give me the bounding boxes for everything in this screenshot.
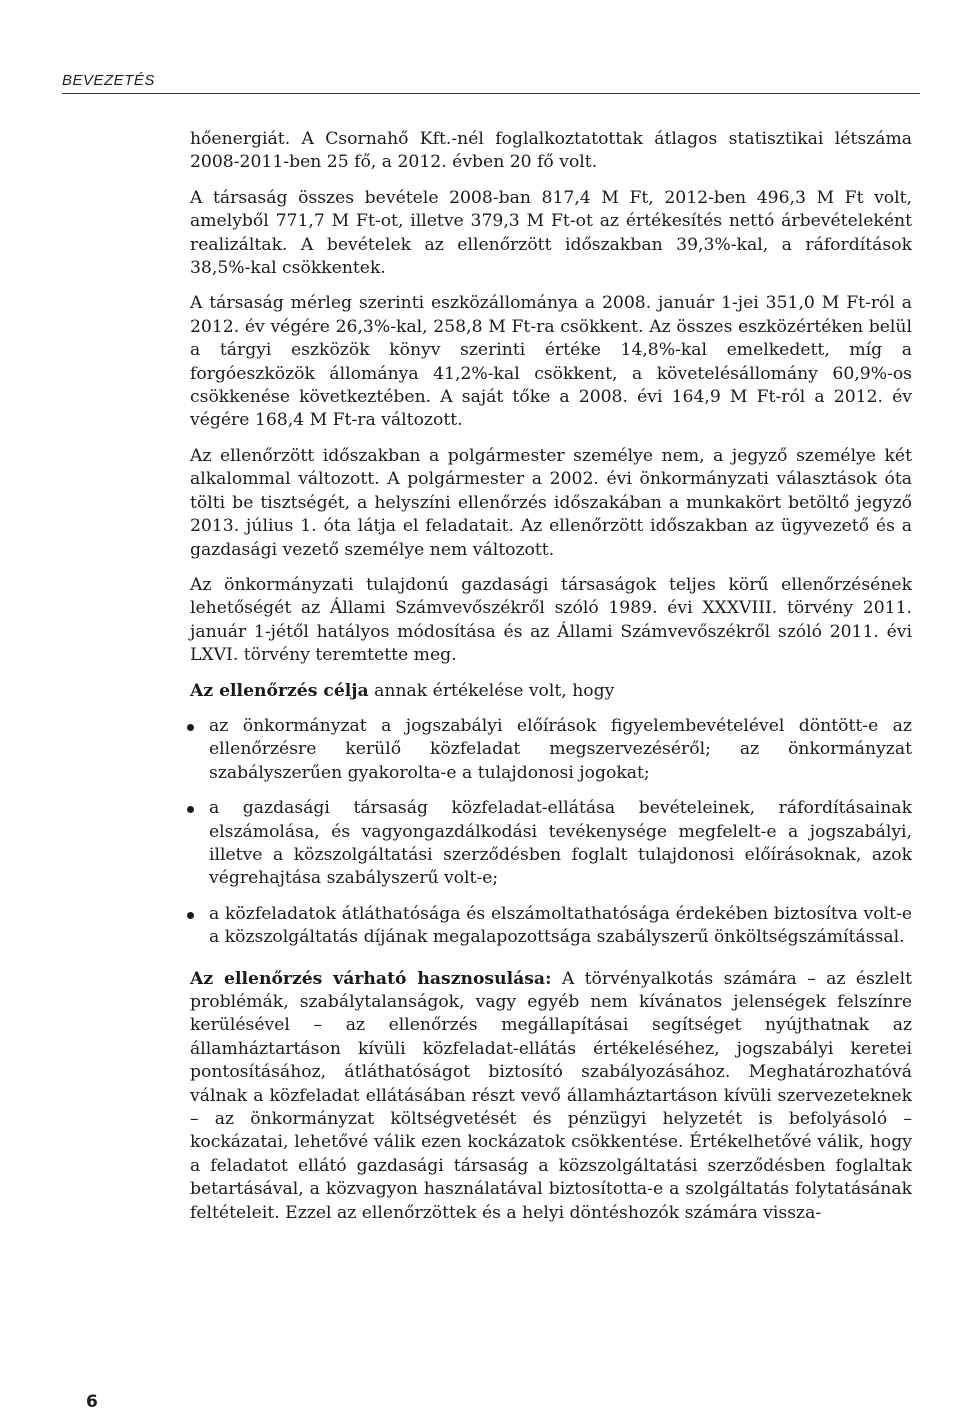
paragraph: Az ellenőrzött időszakban a polgármester személye nem, a jegyző személye két alkalommal változott. A polgármester a 2002. évi önkormányzati választások óta tölti be tisztségét, a helyszíni ellenőrzés időszakában a munkakört betöltő jegyző 2013. július 1. óta látja el feladatait. Az ellenőrzött időszakban az ügyvezető és a gazdasági vezető személye nem változott. — [190, 445, 912, 560]
paragraph: Az önkormányzati tulajdonú gazdasági társaságok teljes körű ellenőrzésének lehetőségét az Állami Számvevőszékről szóló 1989. évi XXXVIII. törvény 2011. január 1-jétől hatályos módosítása és az Állami Számvevőszékről szóló 2011. évi LXVI. törvény teremtette meg. — [190, 574, 912, 666]
bullet-icon — [187, 806, 194, 813]
utility-paragraph — [190, 968, 912, 1225]
body-text — [190, 128, 912, 1237]
goal-intro — [190, 680, 912, 703]
section-title: BEVEZETÉS — [62, 72, 155, 89]
utility-rest: A törvényalkotás számára – az észlelt problémák, szabálytalanságok, vagy egyéb nem kívánatos jelenségek felszínre kerülésével – az ellenőrzés megállapításai segítséget nyújthatnak az államháztartáson kívüli közfeladat-ellátás értékeléséhez, jogszabályi keretei pontosításához, átláthatóságot biztosító szabályozásához. Meghatározhatóvá válnak a közfeladat ellátásában részt vevő államháztartáson kívüli szervezeteknek – az önkormányzat költségvetését és pénzügyi helyzetét is befolyásoló – kockázatai, lehetővé válik ezen kockázatok csökkentése. Értékelhetővé válik, hogy a feladatot ellátó gazdasági társaság a közszolgáltatási szerződésben foglaltak betartásával, a közvagyon használatával biztosította-e a szolgáltatás folytatásának feltételeit. Ezzel az ellenőrzöttek és a helyi döntéshozók számára vissza- — [190, 968, 912, 1223]
utility-lead: Az ellenőrzés várható hasznosulása: — [190, 968, 552, 989]
list-item-text: a közfeladatok átláthatósága és elszámoltathatósága érdekében biztosítva volt-e a közszolgáltatás díjának megalapozottsága szabályszerű önköltségszámítással. — [209, 903, 912, 948]
page-number: 6 — [86, 1392, 98, 1412]
goal-rest: annak értékelése volt, hogy — [368, 680, 615, 701]
list-item — [190, 715, 912, 785]
paragraph: A társaság összes bevétele 2008-ban 817,4 M Ft, 2012-ben 496,3 M Ft volt, amelyből 771,7 M Ft-ot, illetve 379,3 M Ft-ot az értékesítés nettó árbevételeként realizáltak. A bevételek az ellenőrzött időszakban 39,3%-kal, a ráfordítások 38,5%-kal csökkentek. — [190, 187, 912, 279]
bullet-icon — [187, 724, 194, 731]
goal-lead: Az ellenőrzés célja — [190, 680, 369, 701]
paragraph: A társaság mérleg szerinti eszközállománya a 2008. január 1-jei 351,0 M Ft-ról a 2012. év végére 26,3%-kal, 258,8 M Ft-ra csökkent. Az összes eszközértéken belül a tárgyi eszközök könyv szerinti értéke 14,8%-kal emelkedett, míg a forgóeszközök állománya 41,2%-kal csökkent, a követelésállomány 60,9%-os csökkenése következtében. A saját tőke a 2008. évi 164,9 M Ft-ról a 2012. év végére 168,4 M Ft-ra változott. — [190, 293, 912, 431]
list-item-text: az önkormányzat a jogszabályi előírások figyelembevételével döntött-e az ellenőrzésre kerülő közfeladat megszervezéséről; az önkormányzat szabályszerűen gyakorolta-e a tulajdonosi jogokat; — [209, 715, 912, 783]
list-item — [190, 903, 912, 950]
goal-list — [190, 715, 912, 950]
paragraph: hőenergiát. A Csornahő Kft.-nél foglalkoztatottak átlagos statisztikai létszáma 2008-2011-ben 25 fő, a 2012. évben 20 fő volt. — [190, 129, 912, 173]
bullet-icon — [187, 912, 194, 919]
list-item — [190, 797, 912, 891]
list-item-text: a gazdasági társaság közfeladat-ellátása bevételeinek, ráfordításainak elszámolása, és vagyongazdálkodási tevékenysége megfelelt-e a jogszabályi, illetve a közszolgáltatási szerződésben foglalt tulajdonosi előírásoknak, azok végrehajtása szabályszerű volt-e; — [209, 798, 912, 889]
running-header — [62, 70, 920, 94]
